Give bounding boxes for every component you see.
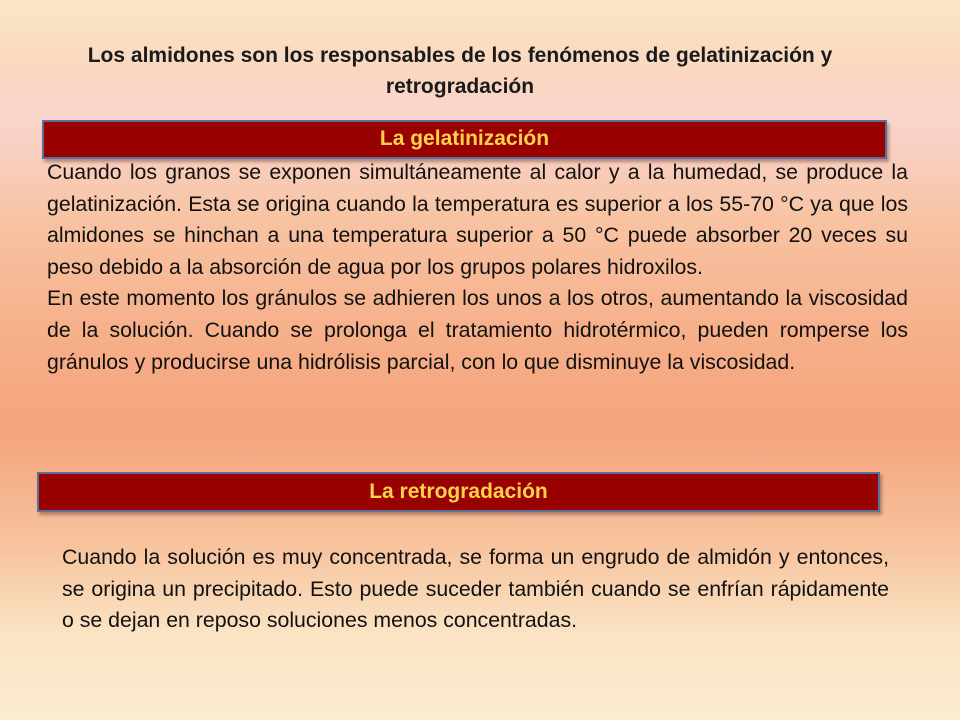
section-body-gelatinizacion: [47, 157, 908, 378]
section-heading-gelatinizacion: La gelatinización: [42, 120, 887, 159]
paragraph: Cuando los granos se exponen simultáneamente al calor y a la humedad, se produce la gelatinización. Esta se origina cuando la temperatura es superior a los 55-70 °C ya que los almidones se hinchan a una temperatura superior a 50 °C puede absorber 20 veces su peso debido a la absorción de agua por los grupos polares hidroxilos.: [47, 160, 908, 279]
section-body-retrogradacion: Cuando la solución es muy concentrada, se forma un engrudo de almidón y entonces, se origina un precipitado. Esto puede suceder también cuando se enfrían rápidamente o se dejan en reposo soluciones menos concentradas.: [62, 545, 889, 633]
section-heading-retrogradacion: La retrogradación: [37, 472, 880, 512]
slide-title: Los almidones son los responsables de los fenómenos de gelatinización y retrogradación: [87, 44, 833, 98]
paragraph: En este momento los gránulos se adhieren los unos a los otros, aumentando la viscosidad de la solución. Cuando se prolonga el tratamiento hidrotérmico, pueden romperse los gránulos y producirse una hidrólisis parcial, con lo que disminuye la viscosidad.: [47, 286, 908, 374]
